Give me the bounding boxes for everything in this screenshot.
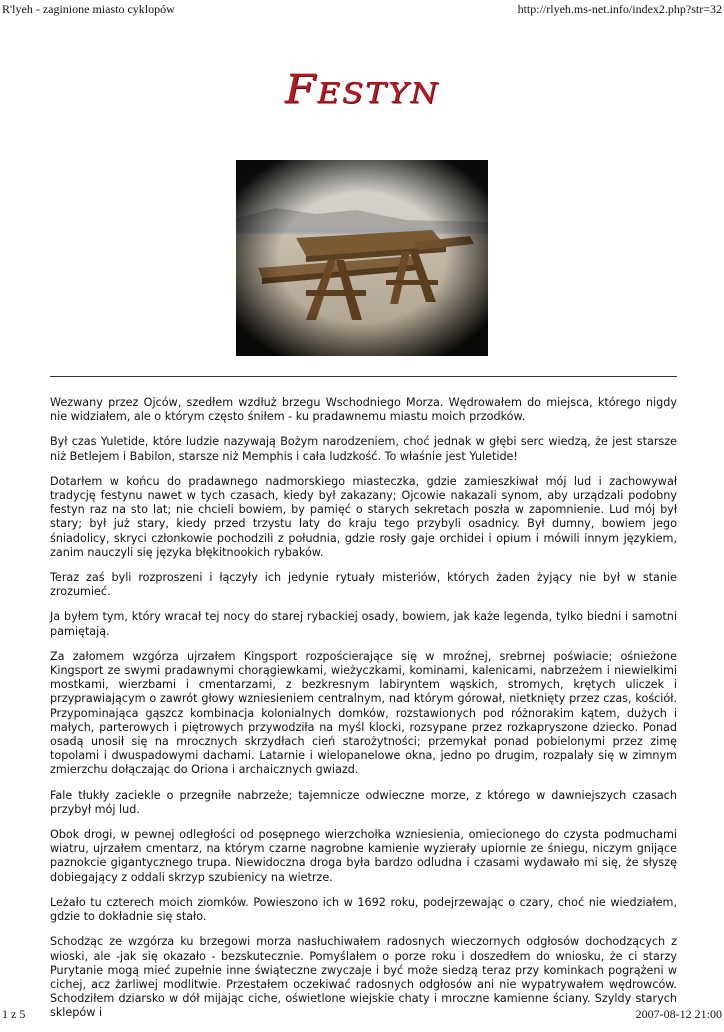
print-footer bbox=[2, 1006, 722, 1022]
print-header bbox=[2, 2, 722, 18]
print-header-site-title: R'lyeh - zaginione miasto cyklopów bbox=[2, 2, 175, 16]
paragraph: Był czas Yuletide, które ludzie nazywają Bożym narodzeniem, choć jednak w głębi serc wiedzą, że jest starsze niż Betlejem i Babilon, starsze niż Memphis i cała ludzkość. To właśnie jest Yuletide! bbox=[50, 435, 677, 463]
paragraph: Obok drogi, w pewnej odległości od posępnego wierzchołka wzniesienia, omiecionego do czysta podmuchami wiatru, ujrzałem cmentarz, na którym czarne nagrobne kamienie wyzierały upiornie ze śniegu, niczym gnijące paznokcie gigantycznego trupa. Niewidoczna droga była bardzo odludna i czasami wydawało mi się, że słyszę dobiegający z oddali skrzyp szubienicy na wietrze. bbox=[50, 828, 677, 884]
paragraph: Teraz zaś byli rozproszeni i łączyły ich jedynie rytuały misteriów, których żaden żyjący nie był w stanie zrozumieć. bbox=[50, 571, 677, 599]
horizontal-divider bbox=[50, 376, 677, 377]
paragraph: Schodząc ze wzgórza ku brzegowi morza nasłuchiwałem radosnych wieczornych odgłosów dochodzących z wioski, ale -jak się okazało - bezskutecznie. Pomyślałem o porze roku i doszedłem do wniosku, że ci starzy Purytanie mogą mieć zupełnie inne świąteczne zwyczaje i być może siedzą teraz przy kominkach pogrążeni w cichej, acz żarliwej modlitwie. Przestałem oczekiwać radosnych odgłosów ani nie wypatrywałem wędrowców. Schodziłem dziarsko w dół mijając ciche, oświetlone wiejskie chaty i mroczne kamienne ściany. Szyldy starych sklepów i bbox=[50, 935, 677, 1020]
paragraph: Dotarłem w końcu do pradawnego nadmorskiego miasteczka, gdzie zamieszkiwał mój lud i zachowywał tradycję festynu nawet w tych czasach, kiedy był zakazany; Ojcowie nakazali synom, aby urządzali podobny festyn raz na sto lat; nie chcieli bowiem, by pamięć o starych sekretach poszła w zapomnienie. Lud mój był stary; był już stary, kiedy przed trzystu laty do kraju tego przybyli osadnicy. Był dumny, bowiem jego śniadolicy, skryci członkowie pochodzili z południa, gdzie rosły gaje orchidei i opium i mówili innym językiem, zanim nauczyli się języka błękitnookich rybaków. bbox=[50, 474, 677, 559]
paragraph: Wezwany przez Ojców, szedłem wzdłuż brzegu Wschodniego Morza. Wędrowałem do miejsca, którego nigdy nie widziałem, ale o którym często śniłem - ku pradawnemu miastu moich przodków. bbox=[50, 396, 677, 424]
print-header-url: http://rlyeh.ms-net.info/index2.php?str=32 bbox=[517, 2, 722, 16]
article-body bbox=[50, 396, 677, 1032]
title-banner bbox=[0, 64, 724, 115]
page-title: Festyn bbox=[284, 66, 440, 113]
picnic-table-photo bbox=[236, 160, 488, 356]
paragraph: Leżało tu czterech moich ziomków. Powieszono ich w 1692 roku, podejrzewając o czary, choć nie wiedziałem, gdzie to dokładnie się stało. bbox=[50, 895, 677, 924]
print-timestamp: 2007-08-12 21:00 bbox=[635, 1007, 722, 1021]
picnic-table-image bbox=[236, 160, 488, 356]
page-number: 1 z 5 bbox=[2, 1007, 26, 1021]
paragraph: Za załomem wzgórza ujrzałem Kingsport rozpościerające się w mroźnej, srebrnej poświacie; ośnieżone Kingsport ze swymi pradawnymi chorągiewkami, wieżyczkami, kominami, kalenicami, nabrzeżem i niewielkimi mostkami, wierzbami i cmentarzami, z bezkresnym labiryntem wąskich, stromych, krętych uliczek i przyprawiającym o zawrót głowy wzniesieniem centralnym, nad którym górował, nietknięty przez czas, kościół. Przypominająca gąszcz kombinacja kolonialnych domków, rozstawionych pod różnorakim kątem, dużych i małych, parterowych i piętrowych przywodziła na myśl klocki, rozsypane przez rozkapryszone dziecko. Ponad osadą unosił się na mrocznych skrzydłach cień starożytności; przemykał ponad pobielonymi przez zimę topolami i dwuspadowymi dachami. Latarnie i wielopanelowe okna, jedno po drugim, rozpalały się w zimnym zmierzchu dołączając do Oriona i archaicznych gwiazd. bbox=[50, 649, 677, 777]
paragraph: Fale tłukły zaciekle o przegniłe nabrzeże; tajemnicze odwieczne morze, z którego w dawniejszych czasach przybył mój lud. bbox=[50, 788, 677, 816]
paragraph: Ja byłem tym, który wracał tej nocy do starej rybackiej osady, bowiem, jak każe legenda, tylko biedni i samotni pamiętają. bbox=[50, 610, 677, 638]
